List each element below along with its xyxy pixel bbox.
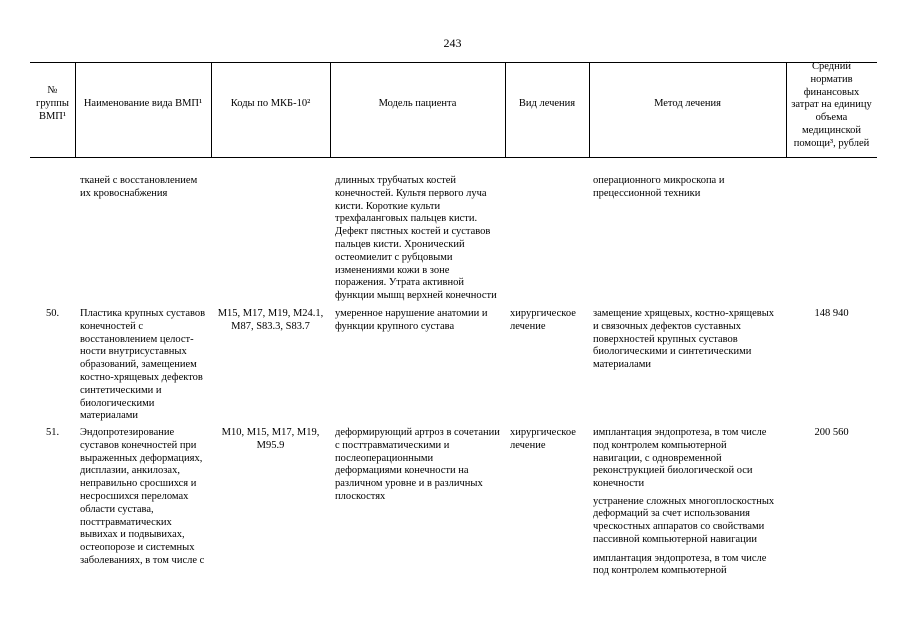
vmp-name-cell: Пластика крупных суставов конечностей с восстановлением целост- ности внутрисуставных образований, замещением костно-хрящевых дефектов синтетическими и биологическими материалами bbox=[80, 308, 206, 422]
page-number: 243 bbox=[443, 36, 462, 50]
group-no-cell: 51. bbox=[45, 427, 60, 438]
header-group-no: № группы ВМП¹ bbox=[36, 85, 69, 122]
header-avg-cost: Средний норматив финансовых затрат на единицу объема медицинской помощи³, рублей bbox=[791, 61, 872, 149]
vmp-name-cell: Эндопротезирование суставов конечностей при выраженных деформациях, дисплазии, анкилозах, неправильно сросшихся и несросшихся переломах области сустава, посттравматических вывихах и подвывихах, остеопорозе и системных заболеваниях, в том числе с bbox=[80, 427, 205, 566]
patient-model-cell: умеренное нарушение анатомии и функции крупного сустава bbox=[335, 308, 488, 332]
icd-codes-cell: M15, M17, M19, M24.1, M87, S83.3, S83.7 bbox=[217, 308, 324, 332]
vmp-name-cell: тканей с восстановлением их кровоснабжения bbox=[80, 175, 198, 199]
avg-cost-cell: 148 940 bbox=[814, 308, 849, 319]
avg-cost-cell: 200 560 bbox=[814, 427, 849, 438]
patient-model-cell: деформирующий артроз в сочетании с посттравматическими и послеоперационными деформациями конечности на различном уровне и в различных плоскостях bbox=[335, 427, 500, 502]
header-patient-model: Модель пациента bbox=[378, 98, 457, 109]
header-treatment-method: Метод лечения bbox=[654, 98, 721, 109]
header-bottom-border bbox=[30, 157, 877, 158]
treatment-method-cell: устранение сложных многоплоскостных деформаций за счет использования чрескостных аппаратов со свойствами пассивной компьютерной навигации bbox=[593, 495, 775, 545]
treatment-method-cell: замещение хрящевых, костно-хрящевых и связочных дефектов суставных поверхностей крупных суставов биологическими и синтетическими материалами bbox=[593, 308, 775, 371]
icd-codes-cell: M10, M15, M17, M19, M95.9 bbox=[221, 427, 320, 451]
treatment-type-cell: хирургическое лечение bbox=[510, 427, 576, 451]
group-no-cell: 50. bbox=[45, 308, 60, 319]
header-treatment-type: Вид лечения bbox=[518, 98, 576, 109]
treatment-method-cell: имплантация эндопротеза, в том числе под контролем компьютерной bbox=[593, 552, 767, 577]
header-icd-codes: Коды по МКБ-10² bbox=[230, 98, 311, 109]
treatment-method-cell: имплантация эндопротеза, в том числе под контролем компьютерной навигации, с одновременной реконструкцией биологической оси конечности bbox=[593, 427, 767, 490]
header-vmp-name: Наименование вида ВМП¹ bbox=[83, 98, 203, 109]
header-top-border bbox=[30, 62, 877, 63]
treatment-type-cell: хирургическое лечение bbox=[510, 308, 576, 332]
treatment-method-cell: операционного микроскопа и прецессионной техники bbox=[593, 175, 725, 199]
patient-model-cell: длинных трубчатых костей конечностей. Культя первого луча кисти. Короткие культи трехфаланговых пальцев кисти. Дефект пястных костей и суставов пальцев кисти. Хронический остеомиелит с рубцовыми изменениями кожи в зоне поражения. Утрата активной функции мышц верхней конечности bbox=[335, 175, 497, 302]
